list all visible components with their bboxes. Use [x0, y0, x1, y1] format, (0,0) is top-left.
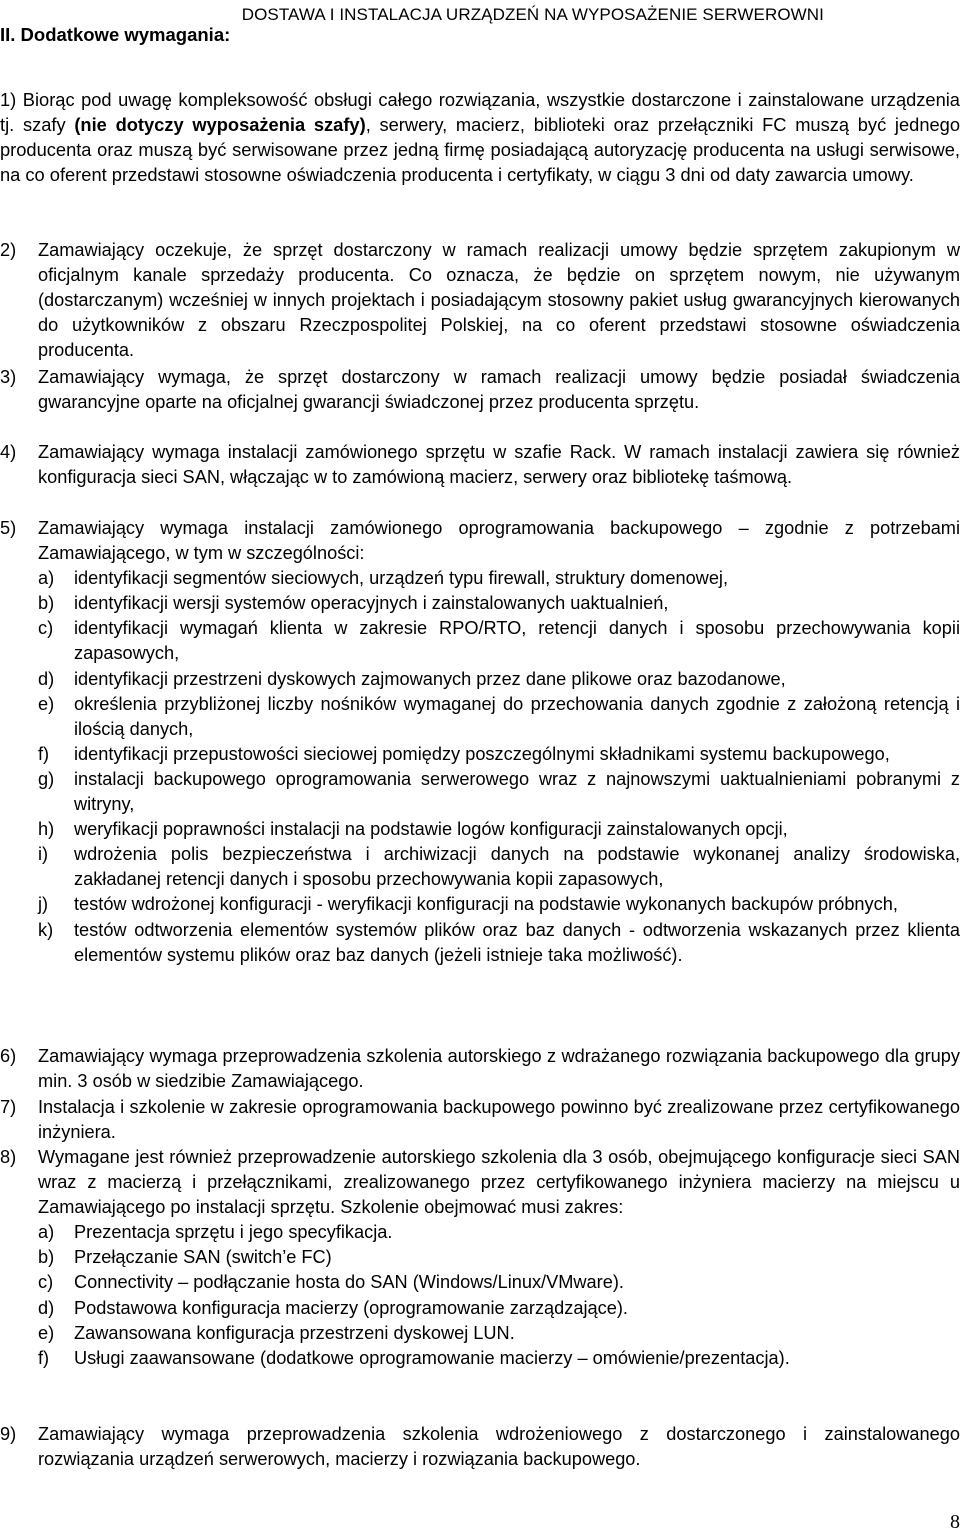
sub-text: Zawansowana konfiguracja przestrzeni dyskowej LUN.: [74, 1322, 515, 1343]
sub-label: e): [38, 693, 55, 714]
sub-text: Connectivity – podłączanie hosta do SAN (Windows/Linux/VMware).: [74, 1272, 624, 1293]
requirement-2-text: Zamawiający oczekuje, że sprzęt dostarczony w ramach realizacji umowy będzie sprzętem zakupionym w oficjalnym kanale sprzedaży producenta. Co oznacza, że będzie on sprzętem nowym, nie używanym (dostarczanym) wcześniej w innych projektach i posiadającym stosowny pakiet usług gwarancyjnych kierowanych do użytkowników z obszaru Rzeczpospolitej Polskiej, na co oferent przedstawi stosowne oświadczenia producenta.: [38, 240, 960, 361]
requirement-5-sub-d: [0, 667, 960, 692]
requirement-1: [0, 87, 960, 187]
requirement-5: [0, 516, 960, 968]
sub-text: wdrożenia polis bezpieczeństwa i archiwizacji danych na podstawie wykonanej analizy środowiska, zakładanej retencji danych i sposobu przechowywania kopii zapasowych,: [74, 844, 960, 890]
requirement-9-number: 9): [0, 1424, 17, 1444]
requirement-8-sub-b: [0, 1245, 960, 1270]
requirement-4-number: 4): [0, 442, 17, 462]
requirement-9: [0, 1422, 960, 1472]
sub-label: i): [38, 844, 49, 865]
requirement-8-sub-d: [0, 1296, 960, 1321]
requirement-2: [0, 238, 960, 363]
sub-text: weryfikacji poprawności instalacji na podstawie logów konfiguracji zainstalowanych opcji,: [74, 819, 788, 840]
sub-text: identyfikacji wersji systemów operacyjnych i zainstalowanych uaktualnień,: [74, 593, 669, 614]
requirement-6-number: 6): [0, 1046, 17, 1066]
sub-text: identyfikacji przestrzeni dyskowych zajmowanych przez dane plikowe oraz bazodanowe,: [74, 668, 786, 689]
sub-text: identyfikacji segmentów sieciowych, urządzeń typu firewall, struktury domenowej,: [74, 568, 729, 589]
sub-label: k): [38, 919, 54, 940]
requirement-5-text: Zamawiający wymaga instalacji zamówionego oprogramowania backupowego – zgodnie z potrzebami Zamawiającego, w tym w szczególności:: [38, 518, 960, 564]
requirement-3-number: 3): [0, 367, 17, 387]
requirement-1-number: 1): [0, 89, 17, 110]
requirement-5-sub-h: [0, 817, 960, 842]
requirement-5-sub-f: [0, 742, 960, 767]
sub-label: a): [38, 1222, 55, 1243]
requirement-6-text: Zamawiający wymaga przeprowadzenia szkolenia autorskiego z wdrażanego rozwiązania backupowego dla grupy min. 3 osób w siedzibie Zamawiającego.: [38, 1046, 960, 1092]
requirement-1-text-a: Biorąc pod uwagę kompleksowość obsługi całego rozwiązania, wszystkie dostarczone i zainstalowane urządzenia tj. szafy: [0, 89, 960, 136]
requirement-1-text-b: , serwery, macierz, biblioteki oraz przełączniki FC muszą być jednego producenta oraz muszą być serwisowane przez jedną firmę posiadającą autoryzację producenta na usługi serwisowe, na co oferent przedstawi stosowne oświadczenia producenta i certyfikaty, w ciągu 3 dni od daty zawarcia umowy.: [0, 114, 960, 186]
requirement-4: [0, 440, 960, 490]
sub-label: b): [38, 1247, 55, 1268]
sub-label: c): [38, 618, 54, 639]
requirement-7: [0, 1095, 960, 1145]
sub-text: testów wdrożonej konfiguracji - weryfikacji konfiguracji na podstawie wykonanych backupów próbnych,: [74, 894, 898, 915]
requirement-8-sub-c: [0, 1270, 960, 1295]
requirement-6: [0, 1044, 960, 1094]
sub-label: a): [38, 568, 55, 589]
requirement-8-sub-f: [0, 1346, 960, 1371]
requirement-9-text: Zamawiający wymaga przeprowadzenia szkolenia wdrożeniowego z dostarczonego i zainstalowanego rozwiązania urządzeń serwerowych, macierzy i rozwiązania backupowego.: [38, 1424, 960, 1470]
requirement-8: [0, 1145, 960, 1371]
sub-text: identyfikacji wymagań klienta w zakresie RPO/RTO, retencji danych i sposobu przechowywania kopii zapasowych,: [74, 618, 960, 664]
sub-label: c): [38, 1272, 54, 1293]
page-number: 8: [950, 1511, 960, 1533]
sub-label: d): [38, 668, 55, 689]
requirement-2-number: 2): [0, 240, 17, 260]
sub-text: Przełączanie SAN (switch’e FC): [74, 1247, 332, 1268]
requirement-5-sub-i: [0, 842, 960, 892]
requirement-1-text-bold: (nie dotyczy wyposażenia szafy): [74, 114, 366, 136]
requirement-8-text: Wymagane jest również przeprowadzenie autorskiego szkolenia dla 3 osób, obejmującego konfiguracje sieci SAN wraz z macierzą i przełącznikami, zrealizowanego przez certyfikowanego inżyniera macierzy na miejscu u Zamawiającego po instalacji sprzętu. Szkolenie obejmować musi zakres:: [38, 1147, 960, 1218]
requirement-5-sub-b: [0, 591, 960, 616]
sub-label: d): [38, 1297, 55, 1318]
requirement-8-number: 8): [0, 1147, 17, 1167]
section-heading: II. Dodatkowe wymagania:: [0, 24, 231, 45]
requirement-5-sub-c: [0, 616, 960, 666]
requirement-4-text: Zamawiający wymaga instalacji zamówionego sprzętu w szafie Rack. W ramach instalacji zawiera się również konfiguracja sieci SAN, włączając w to zamówioną macierz, serwery oraz bibliotekę taśmową.: [38, 442, 960, 488]
sub-label: e): [38, 1322, 55, 1343]
sub-label: g): [38, 768, 55, 789]
requirement-5-sub-g: [0, 767, 960, 817]
sub-label: j): [38, 894, 49, 915]
sub-label: h): [38, 819, 55, 840]
sub-text: instalacji backupowego oprogramowania serwerowego wraz z najnowszymi uaktualnieniami pobranymi z witryny,: [74, 768, 960, 815]
sub-text: określenia przybliżonej liczby nośników wymaganej do przechowania danych zgodnie z założoną retencją i ilością danych,: [74, 693, 960, 739]
requirement-7-text: Instalacja i szkolenie w zakresie oprogramowania backupowego powinno być zrealizowane przez certyfikowanego inżyniera.: [38, 1097, 960, 1143]
document-header-title: DOSTAWA I INSTALACJA URZĄDZEŃ NA WYPOSAŻENIE SERWEROWNI: [241, 5, 824, 24]
requirement-3: [0, 365, 960, 415]
requirement-8-sub-e: [0, 1321, 960, 1346]
requirement-5-sub-e: [0, 692, 960, 742]
sub-text: Prezentacja sprzętu i jego specyfikacja.: [74, 1222, 393, 1243]
sub-text: Usługi zaawansowane (dodatkowe oprogramowanie macierzy – omówienie/prezentacja).: [74, 1347, 790, 1368]
requirement-5-sub-j: [0, 892, 960, 917]
sub-text: Podstawowa konfiguracja macierzy (oprogramowanie zarządzające).: [74, 1297, 628, 1318]
sub-text: identyfikacji przepustowości sieciowej pomiędzy poszczególnymi składnikami systemu backupowego,: [74, 743, 890, 764]
requirement-3-text: Zamawiający wymaga, że sprzęt dostarczony w ramach realizacji umowy będzie posiadał świadczenia gwarancyjne oparte na oficjalnej gwarancji świadczonej przez producenta sprzętu.: [38, 367, 960, 413]
requirement-8-sub-a: [0, 1220, 960, 1245]
requirement-5-number: 5): [0, 518, 17, 538]
requirement-7-number: 7): [0, 1097, 17, 1117]
sub-label: f): [38, 743, 50, 764]
requirement-5-sub-k: [0, 918, 960, 968]
requirement-1-body: [0, 87, 960, 187]
sub-label: f): [38, 1347, 50, 1368]
requirement-5-sub-a: [0, 566, 960, 591]
sub-text: testów odtworzenia elementów systemów plików oraz baz danych - odtworzenia wskazanych przez klienta elementów systemu plików oraz baz danych (jeżeli istnieje taka możliwość).: [74, 919, 960, 965]
sub-label: b): [38, 593, 55, 614]
